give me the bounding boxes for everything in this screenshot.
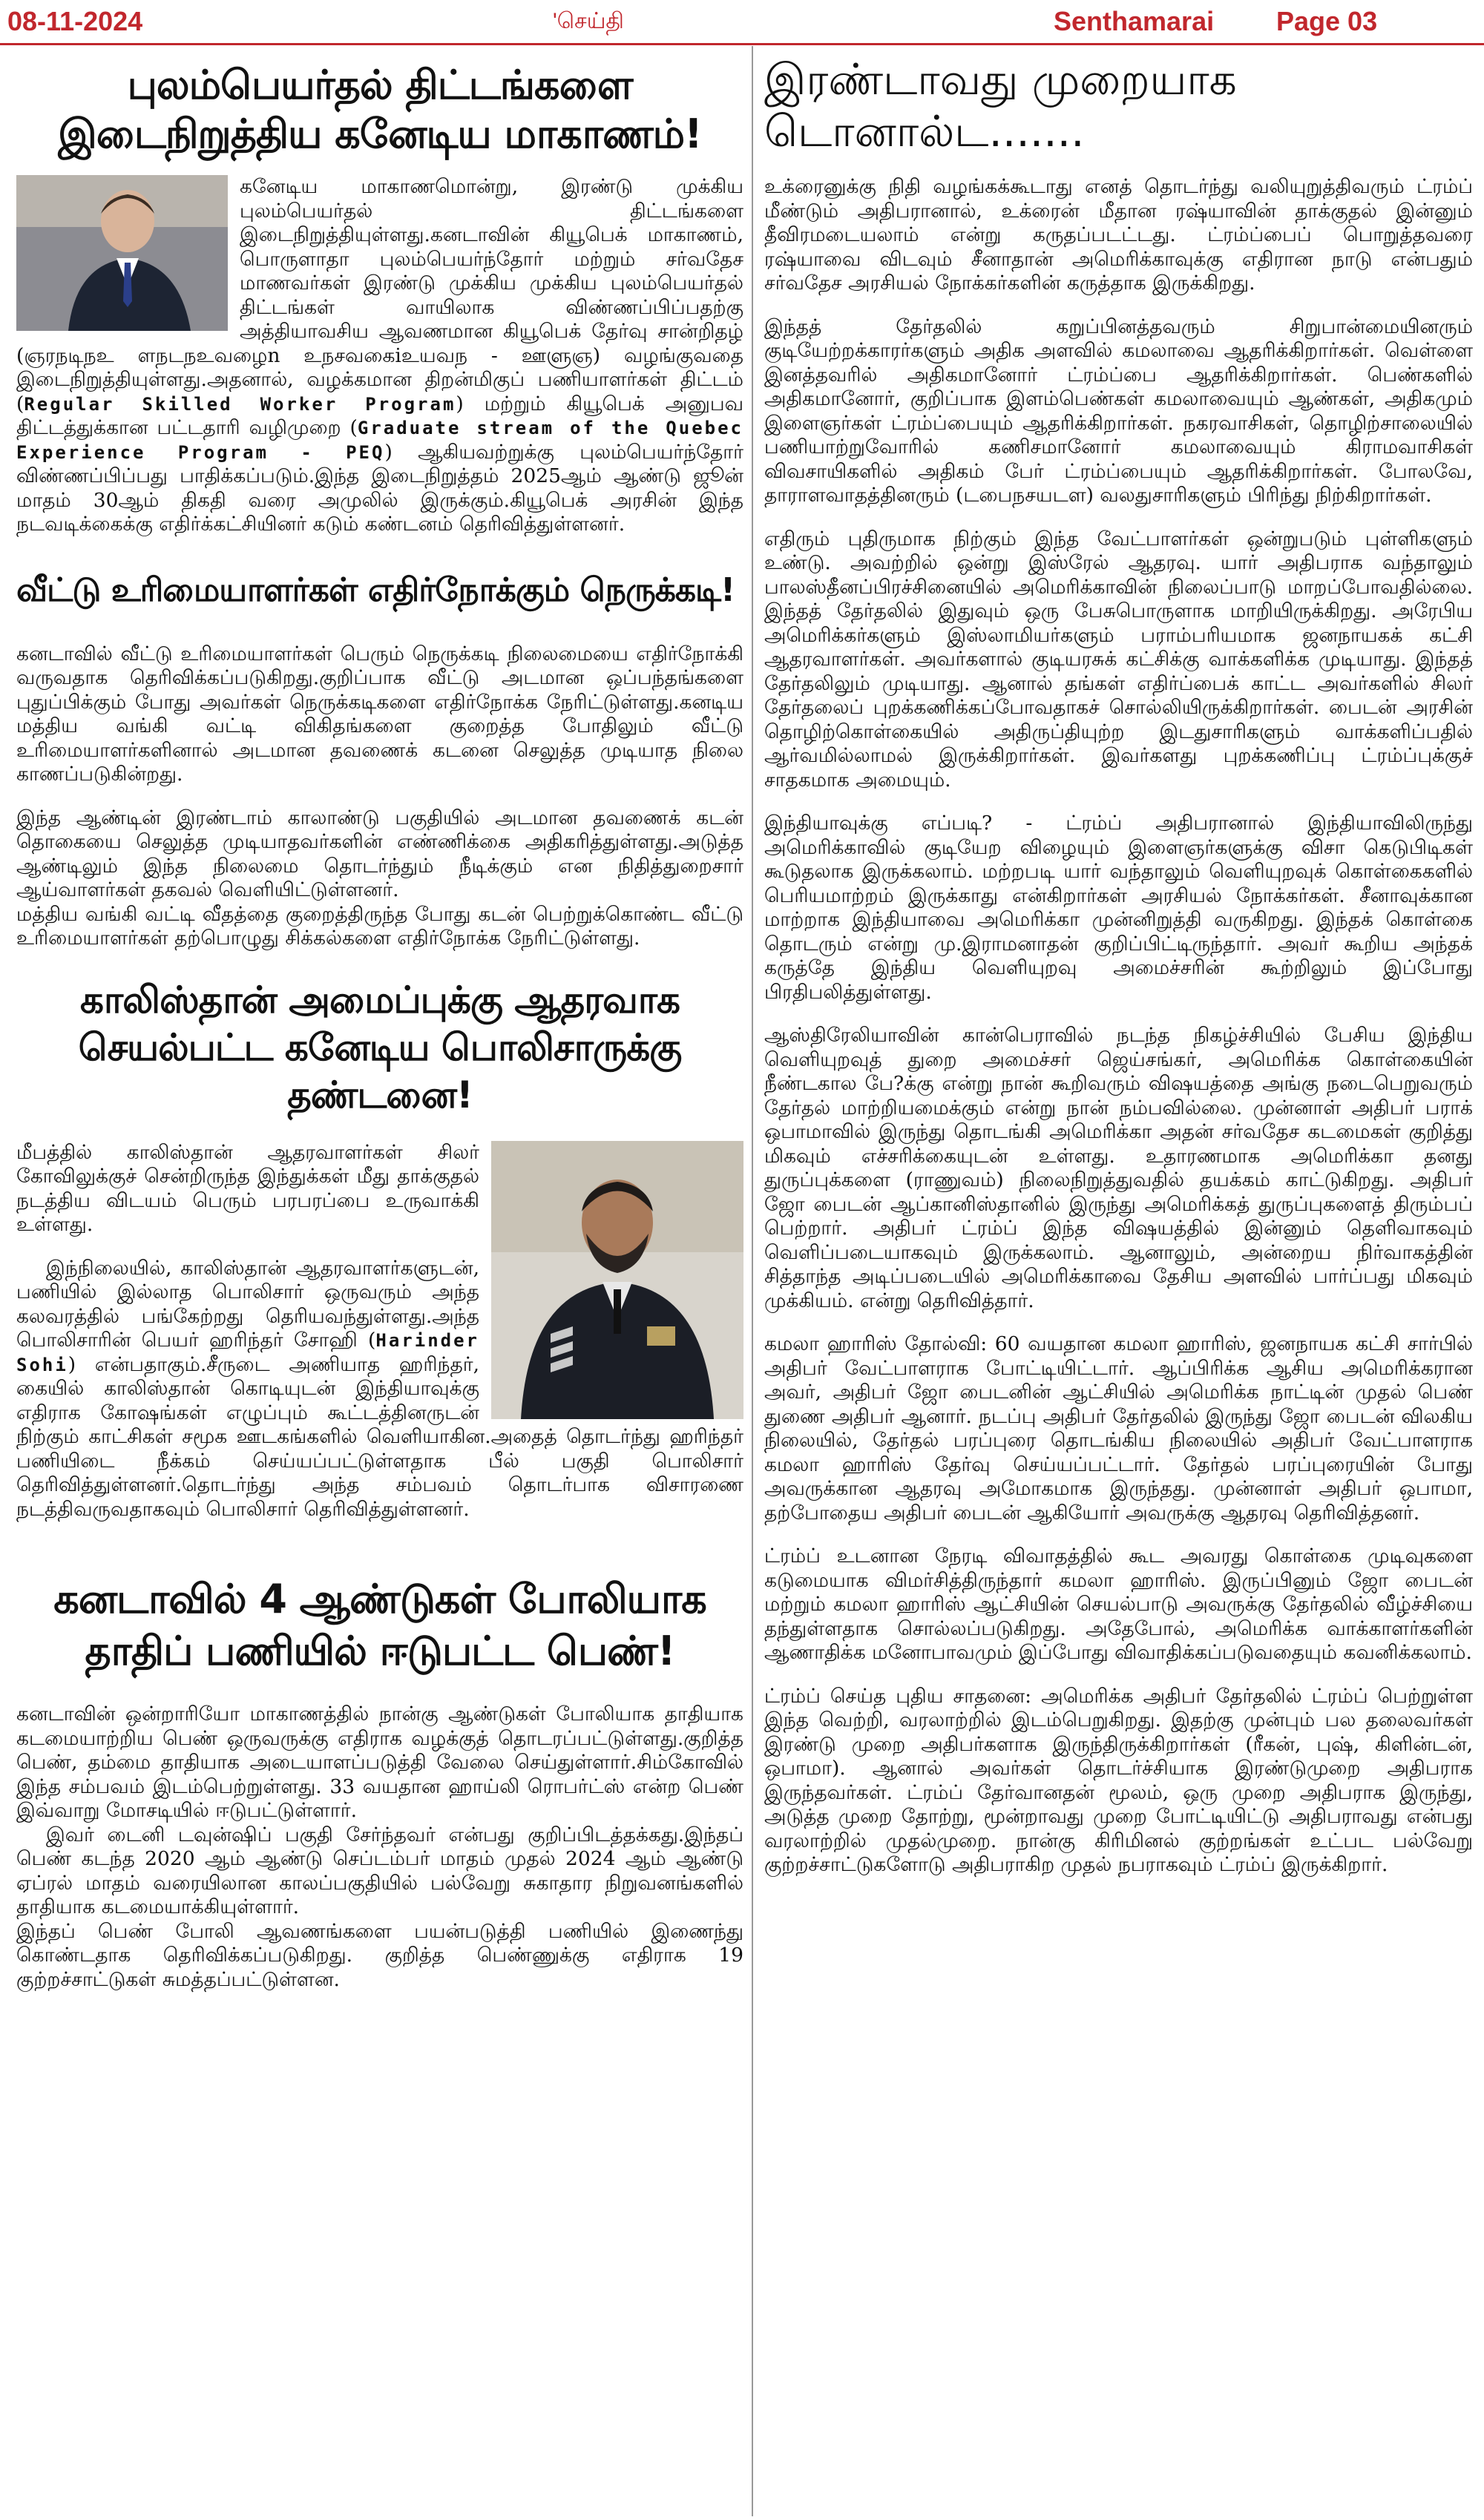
page-header	[0, 0, 1484, 45]
left-column	[16, 46, 743, 1992]
article-quebec-immigration	[16, 61, 743, 537]
article-khalistan	[16, 976, 743, 1522]
article-homeowners	[16, 570, 743, 951]
column-divider	[752, 46, 753, 2516]
quebec-body: கனேடிய மாகாணமொன்று, இரண்டு முக்கிய புலம்பெயர்தல் திட்டங்களை இடைநிறுத்தியுள்ளது.கனடாவின் கியூபெக் மாகாணம், பொருளாதா புலம்பெயர்ந்தோர் மற்றும் சர்வதேச மாணவர்கள் இரண்டு முக்கிய முக்கிய புலம்பெயர்தல் திட்டங்கள் வாயிலாக விண்ணப்பிப்பதற்கு அத்தியாவசிய ஆவணமான கியூபெக் தேர்வு சான்றிதழ் (ஞரநடிநஉ ளநடநஉவழைn உநசவகைiஉயவந - ஊளுஞ) வழங்குவதை இடைநிறுத்தியுள்ளது.அதனால், வழக்கமான திறன்மிகுப் பணியாளர்கள் திட்டம் (Regular Skilled Worker Program) மற்றும் கியூபெக் அனுபவ திட்டத்துக்கான பட்டதாரி வழிமுறை (Graduate stream of the Quebec Experience Program - PEQ) ஆகியவற்றுக்கு புலம்பெயர்ந்தோர் விண்ணப்பிப்பது பாதிக்கப்படும்.இந்த இடைநிறுத்தம் 2025ஆம் ஆண்டு ஜூன் மாதம் 30ஆம் திகதி வரை அமுலில் இருக்கும்.கியூபெக் அரசின் இந்த நடவடிக்கைக்கு எதிர்க்கட்சியினர் கடும் கண்டனம் தெரிவித்துள்ளனர்.	[16, 175, 744, 536]
headline-khalistan: காலிஸ்தான் அமைப்புக்கு ஆதரவாக செயல்பட்ட கனேடிய பொலிசாருக்கு தண்டனை!	[78, 978, 682, 1116]
khalistan-p1: மீபத்தில் காலிஸ்தான் ஆதரவாளர்கள் சிலர் கோவிலுக்குச் சென்றிருந்த இந்துக்கள் மீது தாக்குதல் நடத்திய விடயம் பெரும் பரபரப்பை உருவாக்கி உள்ளது.	[16, 1140, 479, 1236]
right-para: இந்தியாவுக்கு எப்படி? - ட்ரம்ப் அதிபரானால் இந்தியாவிலிருந்து அமெரிக்காவில் குடியேற விழையும் இளைஞர்களுக்கு விசா கெடுபிடிகள் கூடுதலாக இருக்கலாம். மற்றபடி யார் வந்தாலும் வெளியுறவுக் கொள்கைகளில் பெரியமாற்றம் இருக்காது என்கிறார்கள் அரசியல் நோக்கர்கள். சீனாவுக்கான மாற்றாக இந்தியாவை அமெரிக்கா முன்னிறுத்தி வருகிறது. இந்தக் கொள்கை தொடரும் என்று மு.இராமனாதன் குறிப்பிட்டிருந்தார். அவர் கூறிய அந்தக் கருத்தே இந்திய வெளியுறவு அமைச்சரின் கூற்றிலும் இப்போது பிரதிபலித்துள்ளது.	[764, 812, 1473, 1004]
headline-fake-nurse: கனடாவில் 4 ஆண்டுகள் போலியாக தாதிப் பணியில் ஈடுபட்ட பெண்!	[53, 1576, 706, 1674]
headline-quebec: புலம்பெயர்தல் திட்டங்களை இடைநிறுத்திய கனேடிய மாகாணம்!	[58, 62, 702, 157]
nurse-p3: இந்தப் பெண் போலி ஆவணங்களை பயன்படுத்தி பணியில் இணைந்து கொண்டதாக தெரிவிக்கப்படுகிறது. குறித்த பெண்ணுக்கு எதிராக 19 குற்றச்சாட்டுகள் சுமத்தப்பட்டுள்ளன.	[16, 1919, 743, 1991]
section-label: 'செய்தி	[553, 9, 624, 33]
right-para: உக்ரைனுக்கு நிதி வழங்கக்கூடாது எனத் தொடர்ந்து வலியுறுத்திவரும் ட்ரம்ப் மீண்டும் அதிபரானால், உக்ரைன் மீதான ரஷ்யாவின் தாக்குதல் இன்னும் தீவிரமடையலாம் என்று கருதப்படட்டது. ட்ரம்ப்பைப் பொறுத்தவரை ரஷ்யாவை விடவும் சீனாதான் அமெரிக்காவுக்கு எதிரான நாடு என்பதும் சர்வதேச அரசியல் நோக்கர்களின் கருத்தாக இருக்கிறது.	[764, 175, 1473, 295]
headline-donald: இரண்டாவது முறையாக டொனால்ட.......	[764, 54, 1237, 157]
right-para: கமலா ஹாரிஸ் தோல்வி: 60 வயதான கமலா ஹாரிஸ், ஜனநாயக கட்சி சார்பில் அதிபர் வேட்பாளராக போட்டியிட்டார். ஆப்பிரிக்க ஆசிய அமெரிக்கரான அவர், அதிபர் ஜோ பைடனின் ஆட்சியில் அமெரிக்க நாட்டின் முதல் பெண் துணை அதிபர் ஆனார். நடப்பு அதிபர் தேர்தலில் இருந்து ஜோ பைடன் விலகிய நிலையில், தேர்தல் பரப்புரை தொடங்கிய நிலையில் அதிபர் வேட்பாளராக கமலா ஹாரிஸ் தேர்வு செய்யப்பட்டார். தேர்தல் பரப்புரையின் போது அவருக்கான ஆதரவு அமோகமாக இருந்தது. முன்னாள் அதிபர் ஒபாமா, தற்போதைய அதிபர் பைடன் ஆகியோர் அவருக்கு ஆதரவு தெரிவித்தனர்.	[764, 1332, 1473, 1524]
nurse-p2: இவர் டைனி டவுன்ஷிப் பகுதி சேர்ந்தவர் என்பது குறிப்பிடத்தக்கது.இந்தப் பெண் கடந்த 2020 ஆம் ஆண்டு செப்டம்பர் மாதம் முதல் 2024 ஆம் ஆண்டு ஏப்ரல் மாதம் வரையிலான காலப்பகுதியில் பல்வேறு சுகாதார நிறுவனங்களில் தாதியாக கடமையாக்கியுள்ளார்.	[16, 1823, 743, 1918]
headline-homeowners: வீட்டு உரிமையாளர்கள் எதிர்நோக்கும் நெருக்கடி!	[16, 570, 735, 609]
officer-photo	[491, 1141, 743, 1422]
right-para: இந்தத் தேர்தலில் கறுப்பினத்தவரும் சிறுபான்மையினரும் குடியேற்றக்காரர்களும் அதிக அளவில் கமலாவை ஆதரிக்கிறார்கள். வெள்ளை இனத்தவரில் அதிகமானோர் ட்ரம்ப்பை ஆதரிக்கிறார்கள். பெண்களில் அதிகமானோர், குறிப்பாக இளம்பெண்கள் கமலாவையும் ஆண்கள், அதிகமும் இளைஞர்கள் ட்ரம்ப்பையும் ஆதரிக்கிறார்கள். நகரவாசிகள், தொழிற்சாலையில் பணியாற்றுவோரில் கணிசமானோர் கமலாவையும் கிராமவாசிகள் விவசாயிகளில் அதிகம் பேர் ட்ரம்ப்பையும் ஆதரிக்கிறார்கள். போலவே, தாராளவாதத்தினரும் (டபைநசயடள) வலதுசாரிகளும் பிரிந்து நிற்கிறார்கள்.	[764, 315, 1473, 507]
right-para: ட்ரம்ப் செய்த புதிய சாதனை: அமெரிக்க அதிபர் தேர்தலில் ட்ரம்ப் பெற்றுள்ள இந்த வெற்றி, வரலாற்றில் இடம்பெறுகிறது. இதற்கு முன்பும் பல தலைவர்கள் இரண்டு முறை அதிபர்களாக இருந்திருக்கிறார்கள் (ரீகன், புஷ், கிளின்டன், ஒபாமா). ஆனால் அவர்கள் தொடர்ச்சியாக இரண்டுமுறை அதிபராக இருந்தவர்கள். ட்ரம்ப் தேர்வானதன் மூலம், ஒரு முறை அதிபராக இருந்து, அடுத்த முறை தோற்று, மூன்றாவது முறை போட்டியிட்டு அதிபராவது என்பது வரலாற்றில் முதல்முறை. நான்கு கிரிமினல் குற்றங்கள் உட்பட பல்வேறு குற்றச்சாட்டுகளோடு அதிபராகிற முதல் நபராகவும் ட்ரம்ப் இருக்கிறார்.	[764, 1684, 1473, 1876]
homeowners-p2: இந்த ஆண்டின் இரண்டாம் காலாண்டு பகுதியில் அடமான தவணைக் கடன் தொகையை செலுத்த முடியாதவர்களின் எண்ணிக்கை அதிகரித்துள்ளது.அடுத்த ஆண்டிலும் இந்த நிலைமை தொடர்ந்தும் நீடிக்கும் என நிதித்துறைசார் ஆய்வாளர்கள் தகவல் வெளியிட்டுள்ளனர்.	[16, 806, 743, 901]
issue-date: 08-11-2024	[7, 6, 143, 36]
right-para: எதிரும் புதிருமாக நிற்கும் இந்த வேட்பாளர்கள் ஒன்றுபடும் புள்ளிகளும் உண்டு. அவற்றில் ஒன்று இஸ்ரேல் ஆதரவு. யார் அதிபராக வந்தாலும் பாலஸ்தீனப்பிரச்சினையில் அமெரிக்காவின் நிலைப்பாடு மாறப்போவதில்லை. இந்தத் தேர்தலில் இதுவும் ஒரு பேசுபொருளாக மாறியிருக்கிறது. அரேபிய அமெரிக்கர்களும் இஸ்லாமியர்களும் பராம்பரியமாக ஜனநாயகக் கட்சி ஆதரவாளர்கள். அவர்களால் குடியரசுக் கட்சிக்கு வாக்களிக்க முடியாது. இந்தத் தேர்தலிலும் முடியாது. ஆனால் தங்கள் எதிர்ப்பைக் காட்ட அவர்களில் சிலர் தேர்தலைப் புறக்கணிக்கப்போவதாகச் சொல்லியிருக்கிறார்கள். பைடன் அரசின் தொழிற்கொள்கையில் அதிருப்தியுற்ற இடதுசாரிகளும் வாக்களிப்பதில் ஆர்வமில்லாமல் இருக்கிறார்கள். இவர்களது புறக்கணிப்பு ட்ரம்ப்புக்குச் சாதகமாக அமையும்.	[764, 527, 1473, 792]
page-number: Page 03	[1276, 6, 1378, 36]
khalistan-p2: இந்நிலையில், காலிஸ்தான் ஆதரவாளர்களுடன், பணியில் இல்லாத பொலிசார் ஒருவரும் அந்த கலவரத்தில் பங்கேற்றது தெரியவந்துள்ளது.அந்த பொலிசாரின் பெயர் ஹரிந்தர் சோஹி (Harinder Sohi) என்பதாகும்.சீருடை அணியாத ஹரிந்தர், கையில் காலிஸ்தான் கொடியுடன் இந்தியாவுக்கு எதிராக கோஷங்கள் எழுப்பும் கூட்டத்தினருடன் நிற்கும் காட்சிகள் சமூக ஊடகங்களில் வெளியாகின.அதைத் தொடர்ந்து ஹரிந்தர் பணியிடை நீக்கம் செய்யப்பட்டுள்ளதாக பீல் பகுதி பொலிசார் தெரிவித்துள்ளனர்.தொடர்ந்து அந்த சம்பவம் தொடர்பாக விசாரணை நடத்திவருவதாகவும் பொலிசார் தெரிவித்துள்ளனர்.	[16, 1256, 743, 1521]
right-para: ஆஸ்திரேலியாவின் கான்பெராவில் நடந்த நிகழ்ச்சியில் பேசிய இந்திய வெளியுறவுத் துறை அமைச்சர் ஜெய்சங்கர், அமெரிக்க கொள்கையின் நீண்டகால பே?க்கு என்று நான் கூறிவரும் விஷயத்தை அங்கு நடைபெறுவரும் தேர்தல் மாற்றியமைக்கும் என்று நான் நம்பவில்லை. முன்னாள் அதிபர் பராக் ஒபாமாவில் இருந்து தொடங்கி அமெரிக்கா அதன் சர்வதேச கடமைகள் குறித்து மிகவும் எச்சரிக்கையுடன் உள்ளது. உதாரணமாக அமெரிக்கா தனது துருப்புக்களை (ராணுவம்) நிலைநிறுத்துவதில் தயக்கம் காட்டுகிறது. அதிபர் ஜோ பைடன் ஆப்கானிஸ்தானில் இருந்து அமெரிக்கத் துருப்புகளைத் திரும்பப் பெற்றார். அதிபர் ட்ரம்ப் இந்த விஷயத்தில் இன்னும் தெளிவாகவும் வெளிப்படையாகவும் இருக்கலாம். ஆனாலும், அன்றைய நிர்வாகத்தின் சித்தாந்த அடிப்படையில் அமெரிக்காவை தேசிய அளவில் பார்ப்பது மிகவும் முக்கியம். என்று தெரிவித்தார்.	[764, 1024, 1473, 1312]
homeowners-p1: கனடாவில் வீட்டு உரிமையாளர்கள் பெரும் நெருக்கடி நிலைமையை எதிர்நோக்கி வருவதாக தெரிவிக்கப்படுகிறது.குறிப்பாக வீட்டு அடமான ஒப்பந்தங்களை புதுப்பிக்கும் போது அவர்கள் நெருக்கடிகளை எதிர்நோக்க நேரிட்டுள்ளது.கனடிய மத்திய வங்கி வட்டி விகிதங்களை குறைத்த போதிலும் வீட்டு உரிமையாளர்களினால் அடமான தவணைக் கடனை செலுத்த முடியாத நிலை காணப்படுகின்றது.	[16, 642, 743, 786]
right-para: ட்ரம்ப் உடனான நேரடி விவாதத்தில் கூட அவரது கொள்கை முடிவுகளை கடுமையாக விமர்சித்திருந்தார் கமலா ஹாரிஸ். இருப்பினும் ஜோ பைடன் மற்றும் கமலா ஹாரிஸ் ஆட்சியின் செயல்பாடு அவருக்கு தேர்தலில் வீழ்ச்சியை தந்துள்ளதாக சொல்லப்படுகிறது. அதேபோல், அமெரிக்க வாக்காளர்களின் ஆணாதிக்க மனோபாவமும் இப்போது விவாதிக்கப்படுவதையும் கவனிக்கலாம்.	[764, 1544, 1473, 1664]
nurse-p1: கனடாவின் ஒன்றாரியோ மாகாணத்தில் நான்கு ஆண்டுகள் போலியாக தாதியாக கடமையாற்றிய பெண் ஒருவருக்கு எதிராக வழக்குத் தொடரப்பட்டுள்ளது.குறித்த பெண், தம்மை தாதியாக அடையாளப்படுத்தி வேலை செய்துள்ளார்.சிம்கோவில் இந்த சம்பவம் இடம்பெற்றுள்ளது. 33 வயதான ஹாய்லி ரொபர்ட்ஸ் என்ற பெண் இவ்வாறு மோசடியில் ஈடுபட்டுள்ளார்.	[16, 1703, 743, 1822]
paper-name: Senthamarai	[1054, 6, 1215, 36]
homeowners-p3: மத்திய வங்கி வட்டி வீதத்தை குறைத்திருந்த போது கடன் பெற்றுக்கொண்ட வீட்டு உரிமையாளர்கள் தற்பொழுது சிக்கல்களை எதிர்நோக்க நேரிட்டுள்ளது.	[16, 902, 743, 950]
right-column	[764, 46, 1473, 1878]
article-fake-nurse	[16, 1573, 743, 1992]
politician-photo	[16, 175, 228, 334]
